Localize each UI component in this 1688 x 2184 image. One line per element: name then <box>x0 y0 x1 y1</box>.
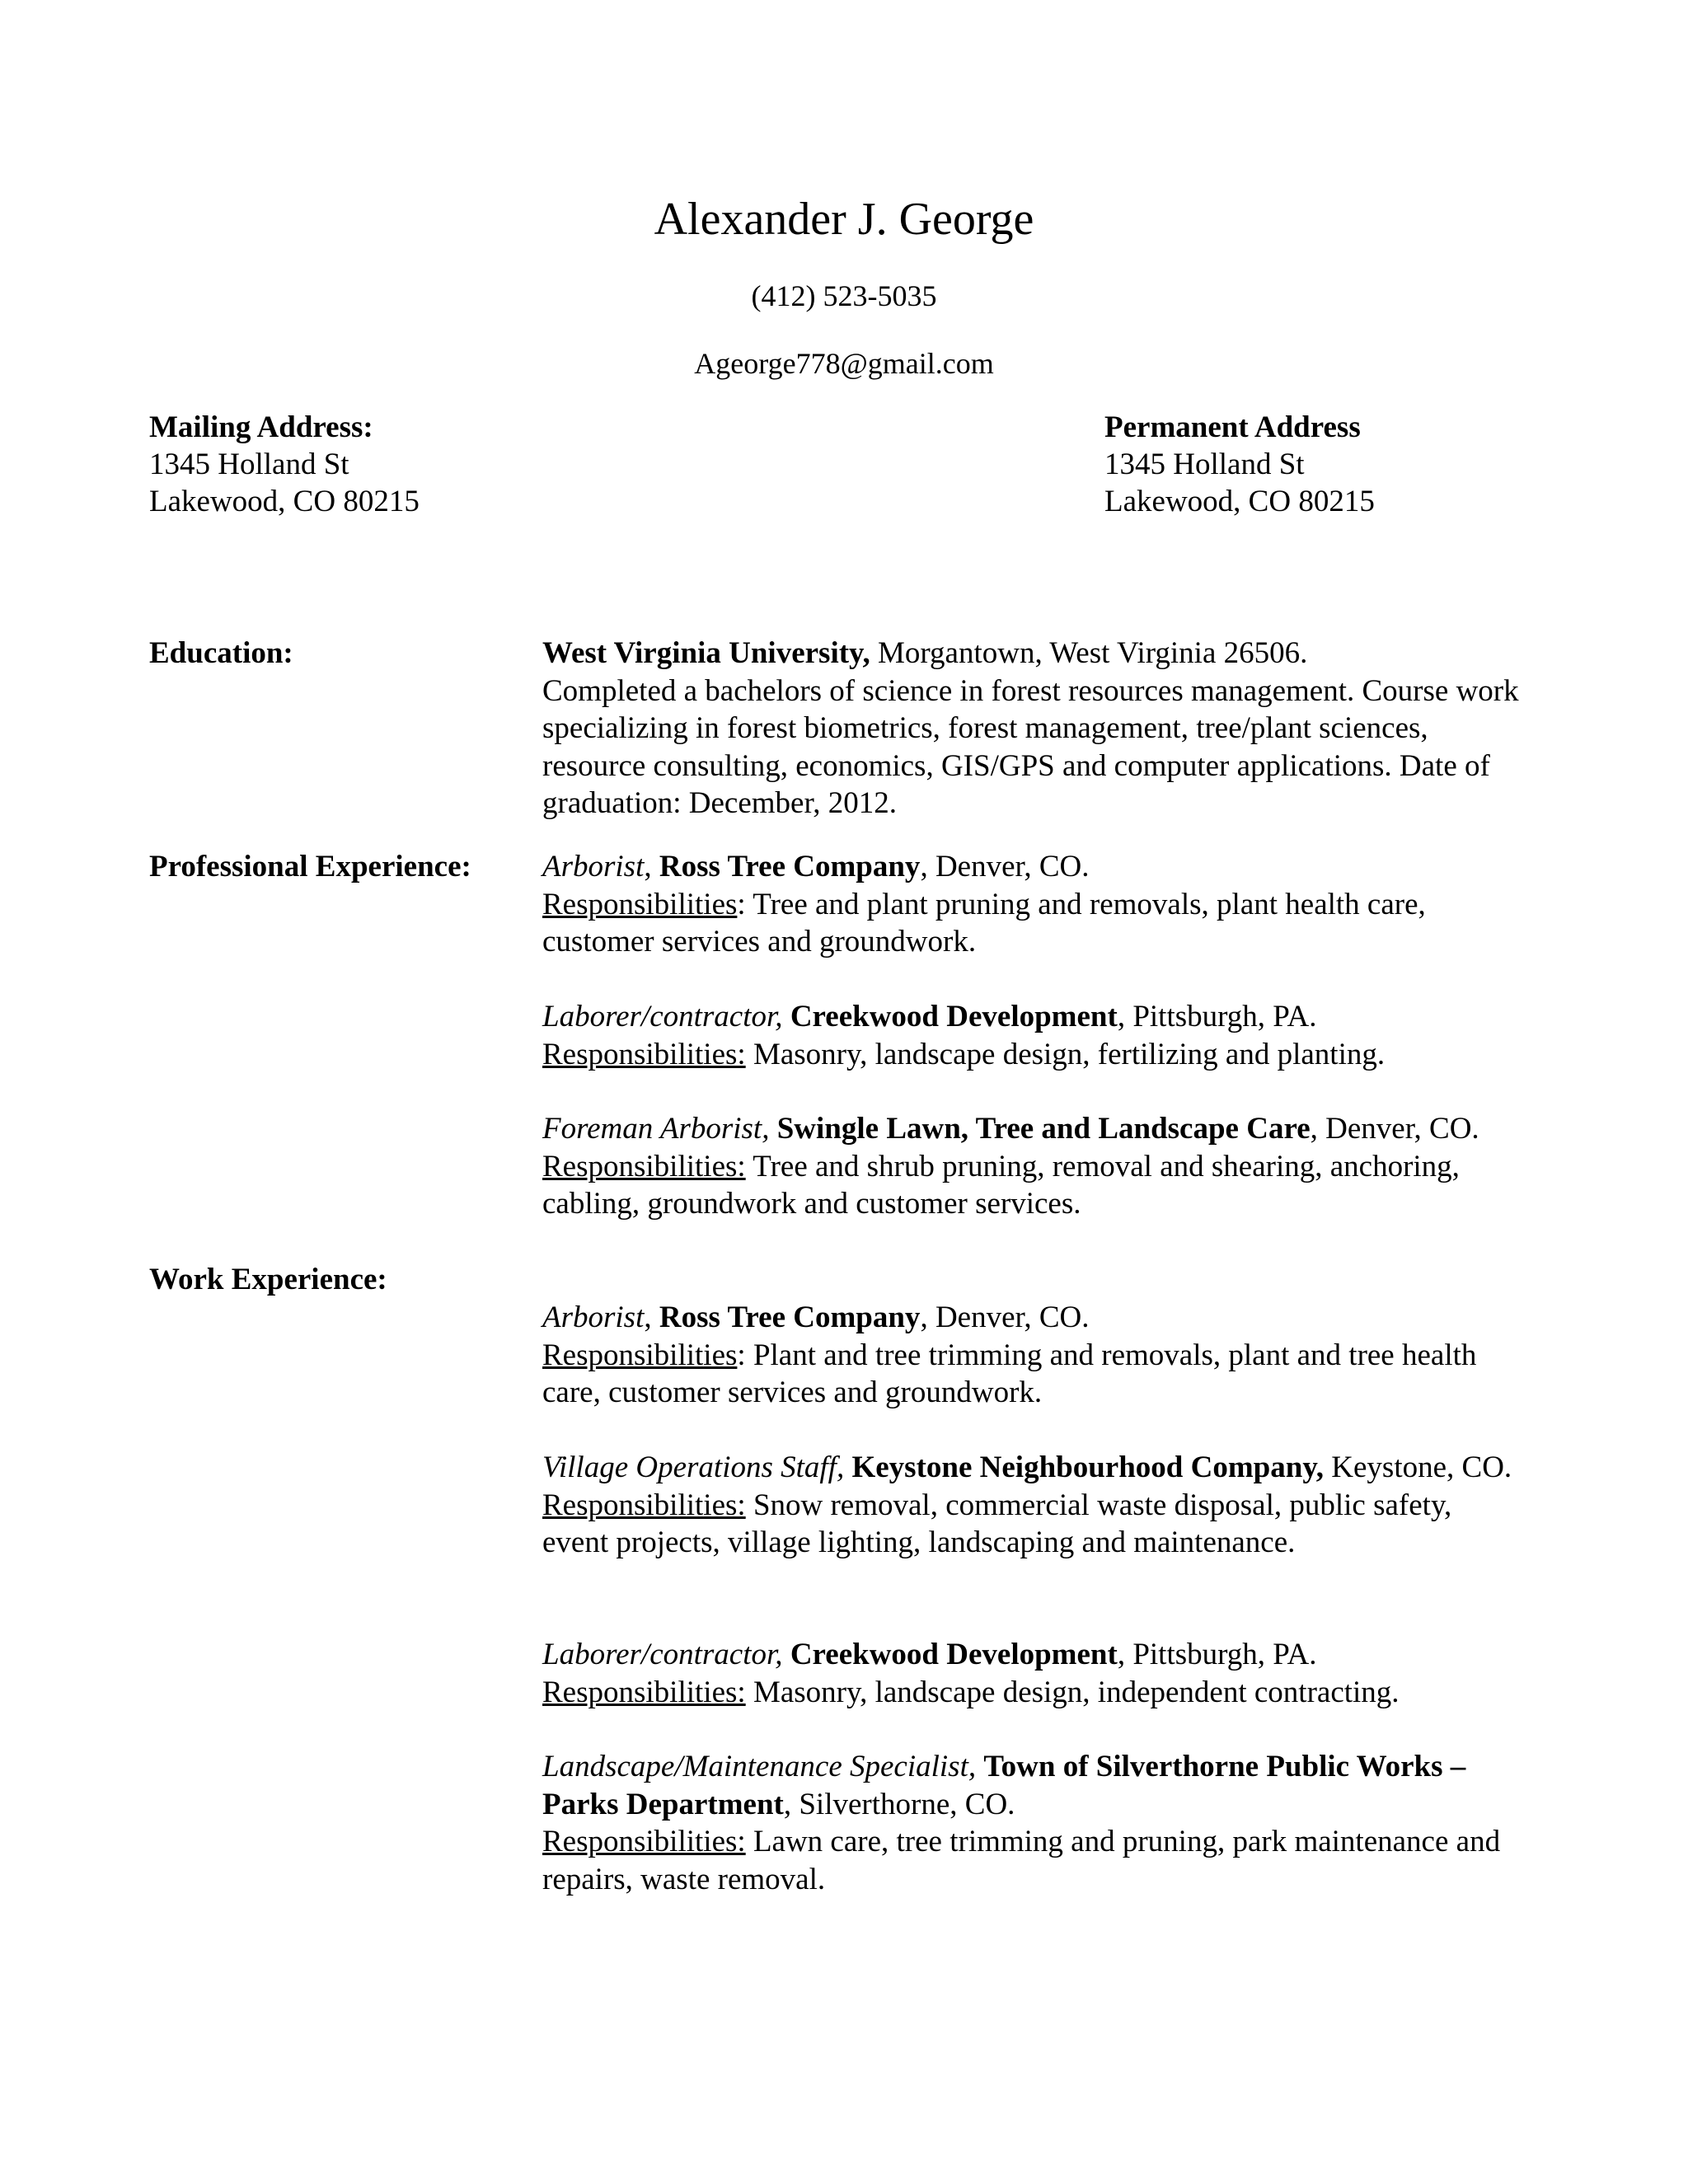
job-location: , Silverthorne, CO. <box>783 1787 1015 1821</box>
education-location: Morgantown, West Virginia 26506. <box>870 636 1308 670</box>
professional-entry <box>542 848 1525 961</box>
job-title: Village Operations Staff, <box>542 1451 845 1484</box>
permanent-address <box>1104 409 1375 520</box>
phone-number: (412) 523-5035 <box>751 279 937 312</box>
mailing-address <box>149 409 420 520</box>
responsibilities-label: Responsibilities <box>542 1338 738 1372</box>
responsibilities-label: Responsibilities: <box>542 1488 746 1522</box>
job-title: Arborist <box>542 850 645 883</box>
job-title: Foreman Arborist, <box>542 1112 770 1146</box>
job-title: Arborist <box>542 1301 645 1334</box>
responsibilities-label: Responsibilities <box>542 887 738 921</box>
responsibilities-label: Responsibilities: <box>542 1825 746 1858</box>
education-description: Completed a bachelors of science in forest resources management. Course work specializing in forest biometrics, forest management, tree/plant sciences, resource consulting, economics, GIS/GPS and computer applications. Date of graduation: December, 2012. <box>542 673 1519 820</box>
job-location: , Denver, CO. <box>1310 1112 1479 1146</box>
job-location: , Pittsburgh, PA. <box>1117 1000 1317 1033</box>
mailing-address-line1: 1345 Holland St <box>149 448 349 481</box>
company-name: Ross Tree Company <box>659 850 921 883</box>
responsibilities-label: Responsibilities: <box>542 1037 746 1071</box>
email-address: Ageorge778@gmail.com <box>694 347 994 380</box>
job-location: , Pittsburgh, PA. <box>1117 1638 1317 1671</box>
job-title: Laborer/contractor, <box>542 1638 783 1671</box>
job-location: , Denver, CO. <box>920 850 1090 883</box>
job-title-separator <box>783 1000 790 1033</box>
professional-experience-label: Professional Experience: <box>149 850 471 883</box>
education-label: Education: <box>149 636 293 670</box>
work-entry <box>542 1748 1525 1898</box>
professional-entry <box>542 1110 1525 1223</box>
job-title: Landscape/Maintenance Specialist, <box>542 1750 977 1783</box>
applicant-name: Alexander J. George <box>654 194 1034 245</box>
responsibilities-colon: : <box>737 887 746 921</box>
responsibilities-text: Plant and tree trimming and removals, plant and tree health care, customer services and groundwork. <box>542 1338 1477 1409</box>
company-name: Creekwood Development <box>790 1638 1118 1671</box>
work-experience-label: Work Experience: <box>149 1263 387 1296</box>
responsibilities-text: Masonry, landscape design, fertilizing and planting. <box>745 1037 1386 1071</box>
company-name: Creekwood Development <box>790 1000 1118 1033</box>
responsibilities-text: Masonry, landscape design, independent contracting. <box>745 1675 1400 1709</box>
job-title-separator <box>976 1750 983 1783</box>
job-title-separator: , <box>644 1301 659 1334</box>
responsibilities-text: Lawn care, tree trimming and pruning, park maintenance and repairs, waste removal. <box>542 1825 1501 1896</box>
job-title-separator <box>783 1638 790 1671</box>
job-title-separator <box>769 1112 776 1146</box>
job-location: , Denver, CO. <box>920 1301 1090 1334</box>
company-name: Keystone Neighbourhood Company, <box>851 1451 1325 1484</box>
work-entry <box>542 1449 1525 1562</box>
responsibilities-label: Responsibilities: <box>542 1675 746 1709</box>
responsibilities-label: Responsibilities: <box>542 1149 746 1183</box>
responsibilities-text: Snow removal, commercial waste disposal, public safety, event projects, village lighting, landscaping and maintenance. <box>542 1488 1452 1559</box>
company-name: Ross Tree Company <box>659 1301 921 1334</box>
responsibilities-colon: : <box>737 1338 746 1372</box>
mailing-address-heading: Mailing Address: <box>149 410 373 444</box>
education-school: West Virginia University, <box>542 636 870 670</box>
job-title-separator: , <box>644 850 659 883</box>
company-name: Town of Silverthorne Public Works – Parks Department <box>542 1750 1466 1821</box>
permanent-address-line1: 1345 Holland St <box>1104 448 1305 481</box>
mailing-address-line2: Lakewood, CO 80215 <box>149 485 420 518</box>
responsibilities-text: Tree and shrub pruning, removal and shearing, anchoring, cabling, groundwork and customer services. <box>542 1149 1460 1221</box>
company-name: Swingle Lawn, Tree and Landscape Care <box>776 1112 1311 1146</box>
work-entry <box>542 1299 1525 1412</box>
responsibilities-text: Tree and plant pruning and removals, plant health care, customer services and groundwork. <box>542 887 1426 958</box>
permanent-address-heading: Permanent Address <box>1104 410 1361 444</box>
education-entry <box>542 635 1525 823</box>
job-location: Keystone, CO. <box>1324 1451 1512 1484</box>
permanent-address-line2: Lakewood, CO 80215 <box>1104 485 1375 518</box>
job-title: Laborer/contractor, <box>542 1000 783 1033</box>
professional-entry <box>542 998 1525 1073</box>
work-entry <box>542 1636 1525 1711</box>
